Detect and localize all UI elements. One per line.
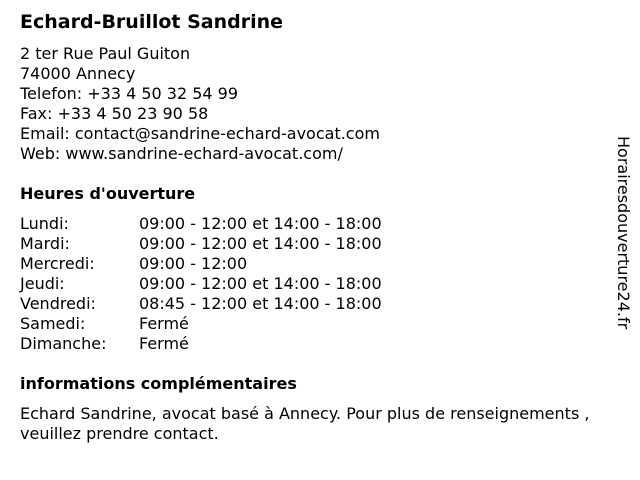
day-label: Samedi: — [20, 314, 86, 333]
email-line: Email: contact@sandrine-echard-avocat.com — [20, 124, 380, 143]
info-description: Echard Sandrine, avocat basé à Annecy. Pour plus de renseignements , veuillez prendre contact. — [20, 404, 590, 443]
address-line1: 2 ter Rue Paul Guiton — [20, 44, 191, 63]
time-value: 09:00 - 12:00 — [139, 254, 248, 273]
phone-line: Telefon: +33 4 50 32 54 99 — [20, 84, 239, 103]
hours-table — [20, 214, 382, 354]
info-title: informations complémentaires — [20, 374, 297, 393]
day-label: Mardi: — [20, 234, 70, 253]
time-value: 09:00 - 12:00 et 14:00 - 18:00 — [139, 274, 382, 293]
fax-line: Fax: +33 4 50 23 90 58 — [20, 104, 209, 123]
hours-row-wednesday — [20, 254, 382, 274]
day-label: Lundi: — [20, 214, 69, 233]
day-label: Jeudi: — [20, 274, 65, 293]
day-label: Dimanche: — [20, 334, 107, 353]
hours-row-tuesday — [20, 234, 382, 254]
time-value: 09:00 - 12:00 et 14:00 - 18:00 — [139, 234, 382, 253]
time-value: 08:45 - 12:00 et 14:00 - 18:00 — [139, 294, 382, 313]
time-value: 09:00 - 12:00 et 14:00 - 18:00 — [139, 214, 382, 233]
web-line: Web: www.sandrine-echard-avocat.com/ — [20, 144, 343, 163]
time-value: Fermé — [139, 314, 189, 333]
day-label: Mercredi: — [20, 254, 95, 273]
hours-row-monday — [20, 214, 382, 234]
hours-row-thursday — [20, 274, 382, 294]
site-brand-vertical: Horairesdouverture24.fr — [614, 136, 633, 330]
time-value: Fermé — [139, 334, 189, 353]
day-label: Vendredi: — [20, 294, 96, 313]
hours-row-sunday — [20, 334, 382, 354]
business-name: Echard-Bruillot Sandrine — [20, 11, 284, 33]
hours-title: Heures d'ouverture — [20, 184, 196, 203]
hours-row-saturday — [20, 314, 382, 334]
contact-block — [20, 44, 380, 164]
address-line2: 74000 Annecy — [20, 64, 136, 83]
hours-row-friday — [20, 294, 382, 314]
